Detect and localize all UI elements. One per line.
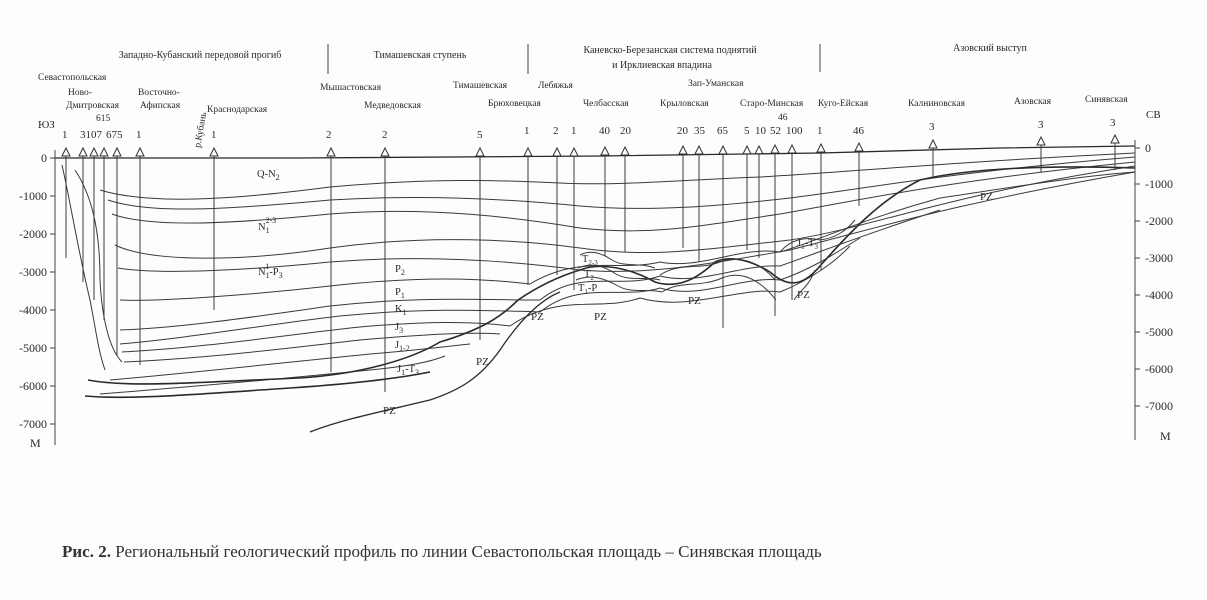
well-marker (755, 146, 763, 154)
well-marker (113, 148, 121, 156)
basement-labels (383, 191, 993, 417)
horizon-line (660, 259, 775, 280)
well-marker (570, 148, 578, 156)
well-number: 1 (62, 129, 68, 141)
locality-label: Зап-Уманская (688, 79, 744, 89)
well-number: 2 (326, 129, 332, 141)
well-marker (1111, 135, 1119, 143)
well-number: 100 (786, 125, 803, 137)
well-number: 40 (599, 125, 610, 137)
well-marker (719, 146, 727, 154)
locality-label: Челбасская (583, 99, 629, 109)
horizons (62, 153, 1135, 432)
well-marker (553, 148, 561, 156)
well-marker (62, 148, 70, 156)
well-number: 1 (211, 129, 217, 141)
well-marker (771, 145, 779, 153)
layer-label: $J_{1-2}$ (395, 340, 410, 353)
well-number: 20 (620, 125, 631, 137)
depth-label: -7000 (1145, 399, 1173, 413)
pz-label: PZ (531, 311, 544, 323)
locality-label: Азовская (1014, 97, 1052, 107)
pz-label: PZ (383, 405, 396, 417)
locality-label: Тимашевская (453, 81, 508, 91)
layer-label: $T_{2-3}$ (582, 254, 598, 267)
well-number: 10 (755, 125, 766, 137)
well-number: 35 (694, 125, 705, 137)
well-number: 46 (853, 125, 864, 137)
depth-label: -5000 (1145, 325, 1173, 339)
basement-surface (88, 167, 1135, 384)
pz-label: PZ (688, 295, 701, 307)
horizon-line (120, 238, 860, 344)
figure-caption (62, 542, 822, 562)
depth-label: -1000 (19, 189, 47, 203)
layer-label: $Q-N_2$ (257, 169, 280, 182)
depth-label: 0 (1145, 141, 1151, 155)
locality-label: Севастопольская (38, 73, 107, 83)
depth-label: -3000 (19, 265, 47, 279)
well-marker (929, 140, 937, 148)
well-marker (601, 147, 609, 155)
well-number: 52 (770, 125, 781, 137)
well-number: 675 (106, 129, 123, 141)
well-number: 3 (1110, 117, 1116, 129)
locality-label: 46 (778, 113, 788, 123)
locality-label: Калниновская (908, 99, 965, 109)
pz-label: PZ (797, 289, 810, 301)
well-number: 2 (553, 125, 559, 137)
zone-title: Каневско-Березанская система поднятий (583, 45, 757, 56)
direction-sw: ЮЗ (38, 119, 55, 131)
well-number: 3 (1038, 119, 1044, 131)
well-marker (1037, 137, 1045, 145)
caption-text: Региональный геологический профиль по линии Севастопольская площадь – Синявская площадь (115, 542, 822, 561)
depth-label: -1000 (1145, 177, 1173, 191)
locality-label: Лебяжья (538, 81, 573, 91)
zone-title: Азовский выступ (953, 43, 1027, 54)
right-depth-axis (1135, 140, 1173, 443)
well-marker (817, 144, 825, 152)
well-number: 3107 (80, 129, 102, 141)
pz-label: PZ (594, 311, 607, 323)
well-marker (476, 148, 484, 156)
layer-label: $N_11-P_3$ (258, 262, 283, 280)
caption-prefix: Рис. 2. (62, 542, 111, 561)
layer-label: $P_2$ (395, 264, 405, 277)
depth-label: -5000 (19, 341, 47, 355)
well-marker (695, 146, 703, 154)
depth-label: -3000 (1145, 251, 1173, 265)
depth-label: -6000 (1145, 362, 1173, 376)
locality-label: Мышастовская (320, 83, 382, 93)
well-marker (788, 145, 796, 153)
locality-label: Куго-Ейская (818, 99, 869, 109)
well-marker (621, 147, 629, 155)
well-marker (327, 148, 335, 156)
well-number: 1 (571, 125, 577, 137)
river-label: р.Кубань (193, 111, 210, 149)
zone-title: Западно-Кубанский передовой прогиб (118, 50, 282, 61)
well-number: 1 (817, 125, 823, 137)
well-number: 5 (744, 125, 750, 137)
locality-label: Ново- (68, 88, 92, 98)
well-marker (90, 148, 98, 156)
locality-label: Восточно- (138, 88, 180, 98)
well-number: 1 (524, 125, 530, 137)
basement-surface (310, 292, 560, 432)
zone-title: и Ирклиевская впадина (612, 60, 712, 71)
well-number: 3 (929, 121, 935, 133)
locality-label: Брюховецкая (488, 99, 541, 109)
depth-label: -7000 (19, 417, 47, 431)
well-marker (524, 148, 532, 156)
well-marker (743, 146, 751, 154)
well-number: 20 (677, 125, 688, 137)
well-marker (210, 148, 218, 156)
depth-label: 0 (41, 151, 47, 165)
pz-label: PZ (476, 356, 489, 368)
well-number: 1 (136, 129, 142, 141)
locality-label: Крыловская (660, 99, 709, 109)
layer-label: $N_12-3$ (258, 216, 277, 235)
layer-labels (257, 169, 819, 377)
layer-label: $T_2$ (584, 269, 594, 282)
locality-label: Дмитровская (66, 101, 120, 111)
zone-title: Тимашевская ступень (373, 50, 467, 61)
well-number: 5 (477, 129, 483, 141)
locality-label: Медведовская (364, 101, 422, 111)
well-marker (136, 148, 144, 156)
well-marker (79, 148, 87, 156)
layer-label: $J_1-T_3$ (797, 238, 819, 251)
depth-unit: М (1160, 429, 1171, 443)
depth-label: -4000 (1145, 288, 1173, 302)
layer-label: $P_1$ (395, 287, 405, 300)
well-number: 65 (717, 125, 728, 137)
layer-label: $T_1-P$ (578, 283, 598, 296)
depth-label: -2000 (19, 227, 47, 241)
depth-label: -2000 (1145, 214, 1173, 228)
depth-label: -4000 (19, 303, 47, 317)
direction-ne: СВ (1146, 109, 1161, 121)
locality-label: Краснодарская (207, 105, 268, 115)
well-marker (100, 148, 108, 156)
layer-label: $K_1$ (395, 304, 407, 317)
left-depth-axis (19, 150, 55, 450)
pz-label: PZ (980, 191, 993, 203)
well-number: 2 (382, 129, 388, 141)
depth-label: -6000 (19, 379, 47, 393)
layer-label: $J_3$ (395, 322, 404, 335)
well-markers (62, 135, 1119, 156)
well-marker (679, 146, 687, 154)
well-marker (855, 143, 863, 151)
well-marker (381, 148, 389, 156)
locality-label: 615 (96, 114, 111, 124)
locality-label: Синявская (1085, 95, 1128, 105)
depth-unit: М (30, 436, 41, 450)
locality-label: Афипская (140, 101, 181, 111)
layer-label: $J_1-T_3$ (397, 364, 420, 377)
locality-label: Старо-Минская (740, 99, 804, 109)
